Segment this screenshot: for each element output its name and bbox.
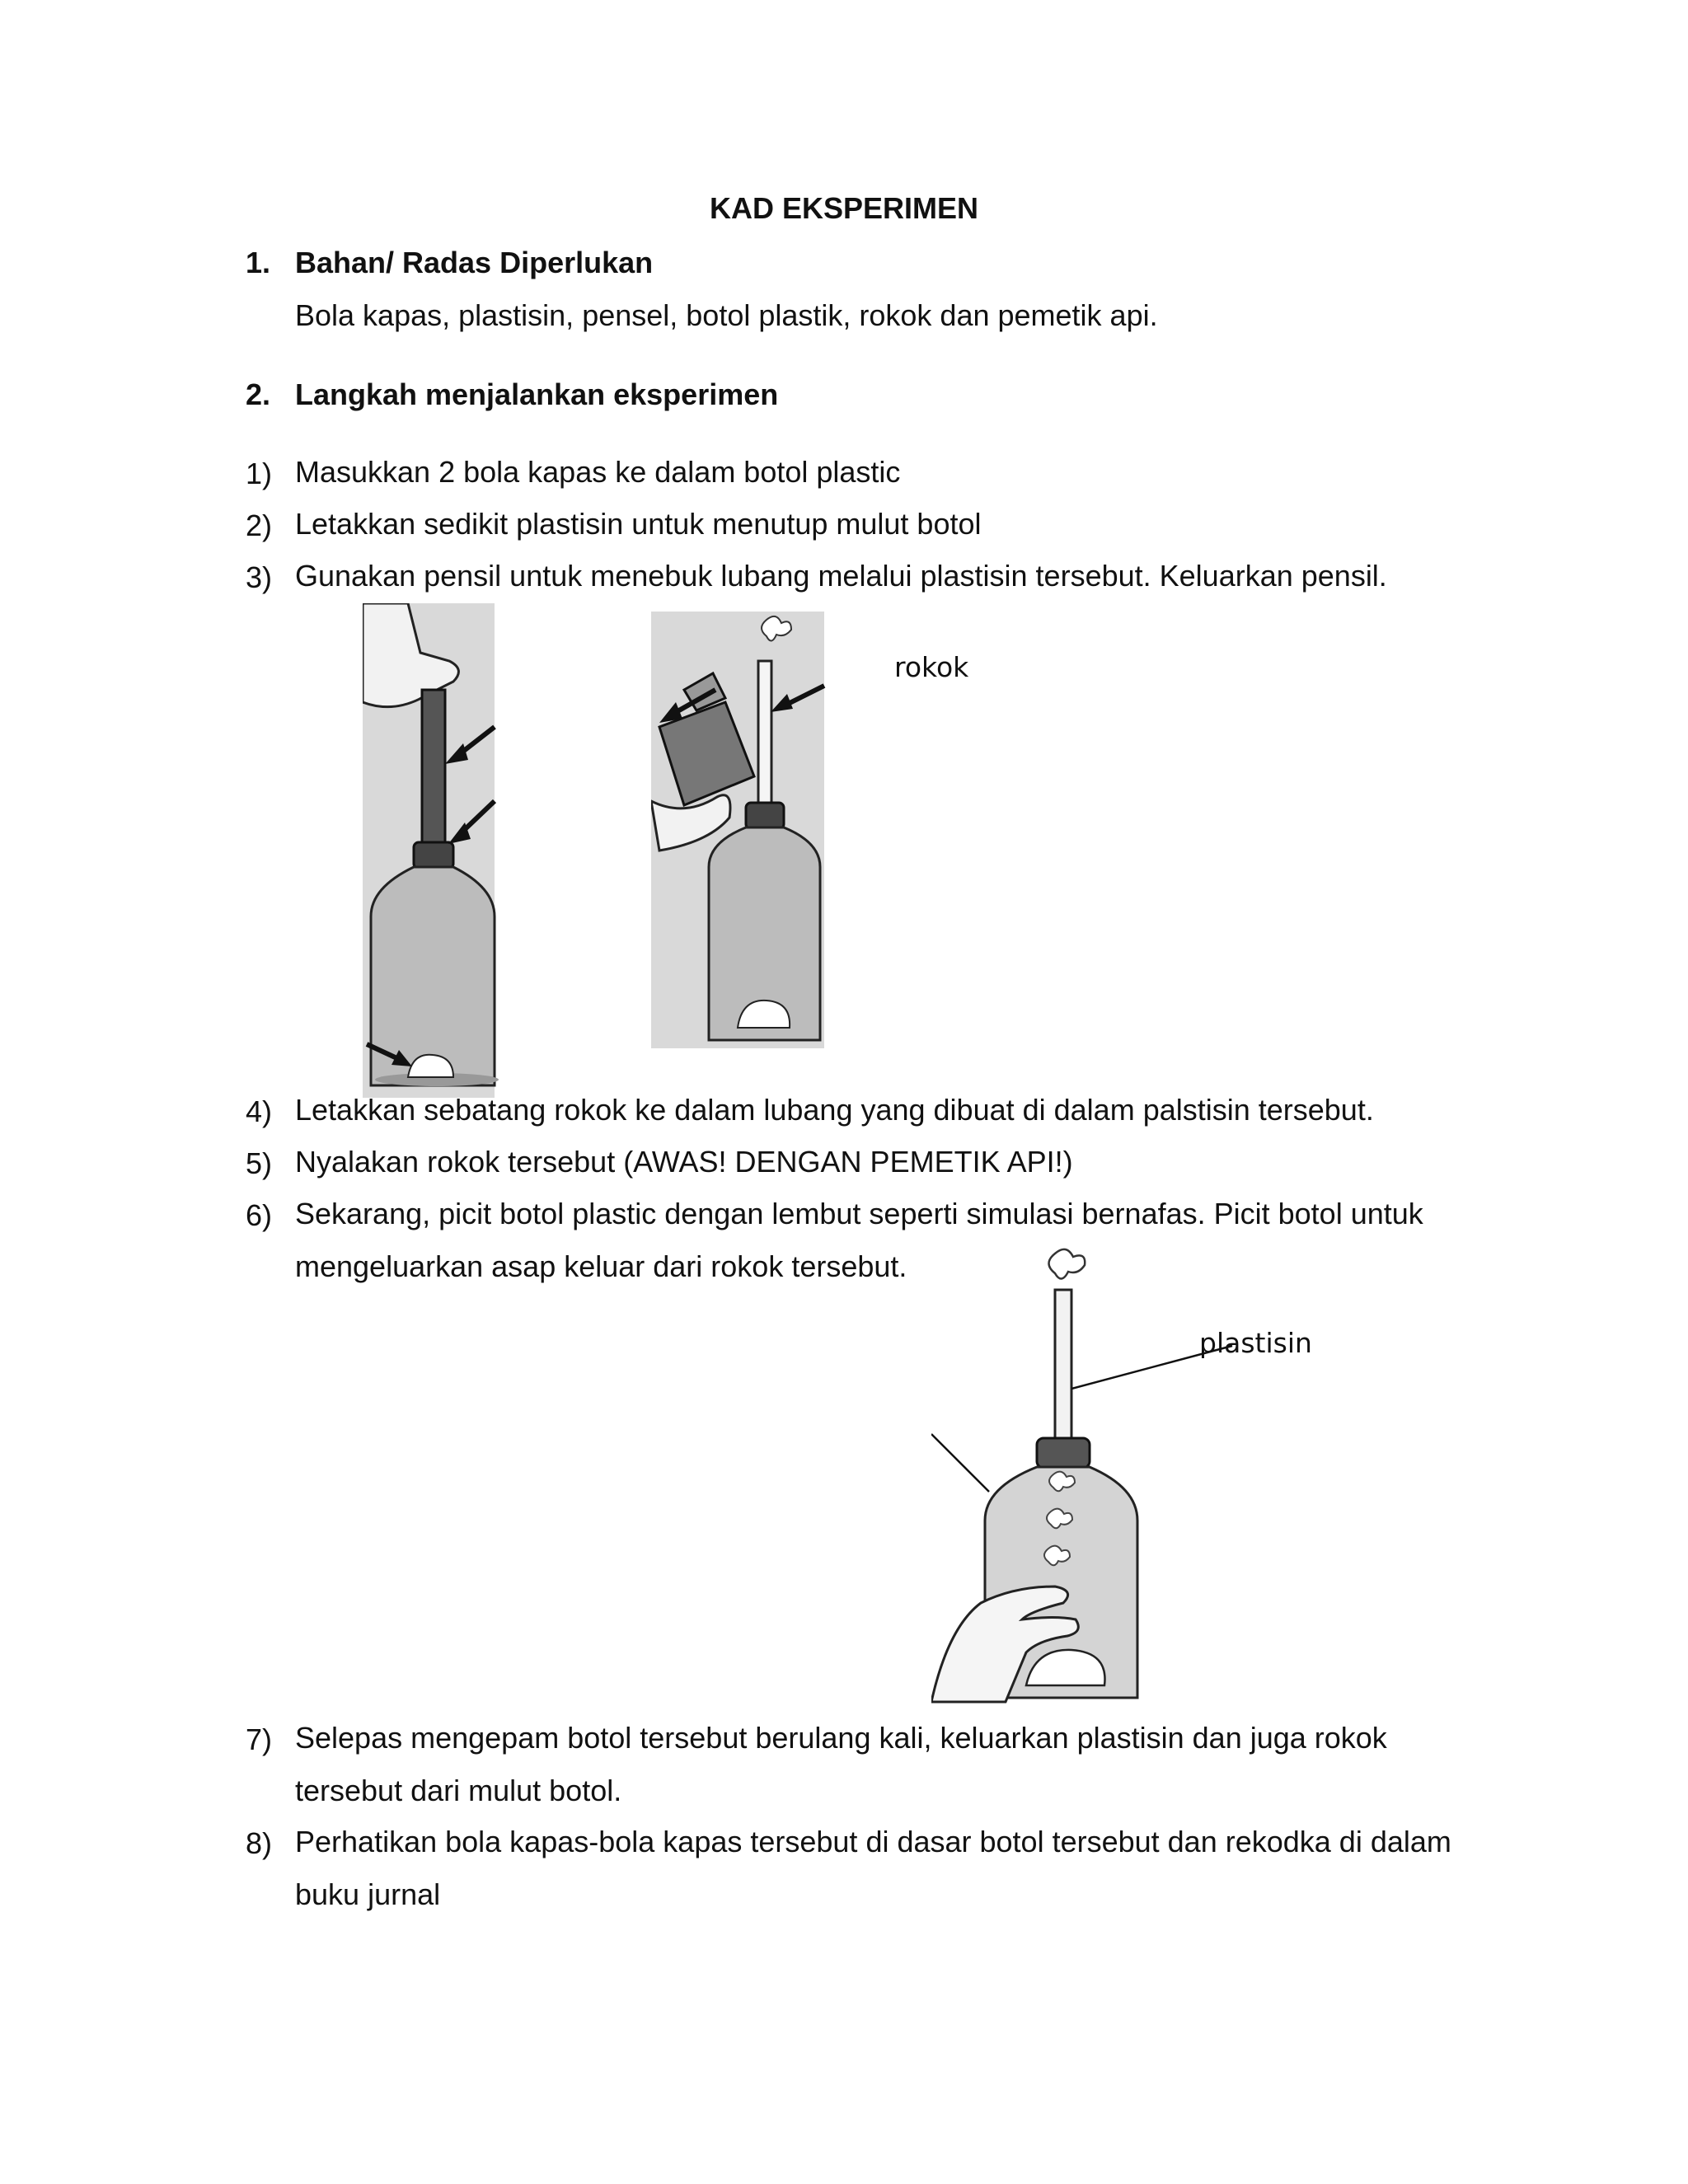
step-number: 6) [246, 1198, 273, 1232]
step-text: Perhatikan bola kapas-bola kapas tersebut di dasar botol tersebut dan rekodka di dalam buku jurnal [295, 1825, 1451, 1911]
step-number: 4) [246, 1094, 273, 1128]
step-text: Gunakan pensil untuk menebuk lubang melalui plastisin tersebut. Keluarkan pensil. [295, 559, 1387, 593]
squeeze-bottle-illustration [931, 1240, 1146, 1714]
step-text: Selepas mengepam botol tersebut berulang kali, keluarkan plastisin dan juga rokok tersebut dari mulut botol. [295, 1721, 1387, 1807]
step-number: 3) [246, 560, 273, 594]
label-rokok: rokok [894, 651, 969, 683]
materials-text: Bola kapas, plastisin, pensel, botol plastik, rokok dan pemetik api. [295, 298, 1158, 332]
step-number: 5) [246, 1146, 273, 1180]
step-number: 2) [246, 509, 273, 542]
step-text: Letakkan sebatang rokok ke dalam lubang yang dibuat di dalam palstisin tersebut. [295, 1093, 1374, 1127]
step-number: 8) [246, 1826, 273, 1860]
pencil-bottle-illustration [363, 603, 503, 1098]
lighter-bottle-illustration [651, 612, 828, 1048]
label-plastisin: plastisin [1199, 1327, 1312, 1359]
step-text: Nyalakan rokok tersebut (AWAS! DENGAN PEMETIK API!) [295, 1145, 1073, 1179]
step-number: 7) [246, 1722, 273, 1756]
step-text: Masukkan 2 bola kapas ke dalam botol plastic [295, 455, 901, 489]
section-1-heading: Bahan/ Radas Diperlukan [295, 246, 654, 279]
step-text: Sekarang, picit botol plastic dengan lembut seperti simulasi bernafas. Picit botol untuk mengeluarkan asap keluar dari rokok tersebut. [295, 1197, 1423, 1283]
step-text: Letakkan sedikit plastisin untuk menutup mulut botol [295, 507, 982, 541]
section-2-number: 2. [246, 377, 271, 411]
page-title: KAD EKSPERIMEN [709, 191, 979, 225]
section-1-number: 1. [246, 246, 271, 279]
section-2-heading: Langkah menjalankan eksperimen [295, 377, 779, 411]
step-number: 1) [246, 457, 273, 490]
